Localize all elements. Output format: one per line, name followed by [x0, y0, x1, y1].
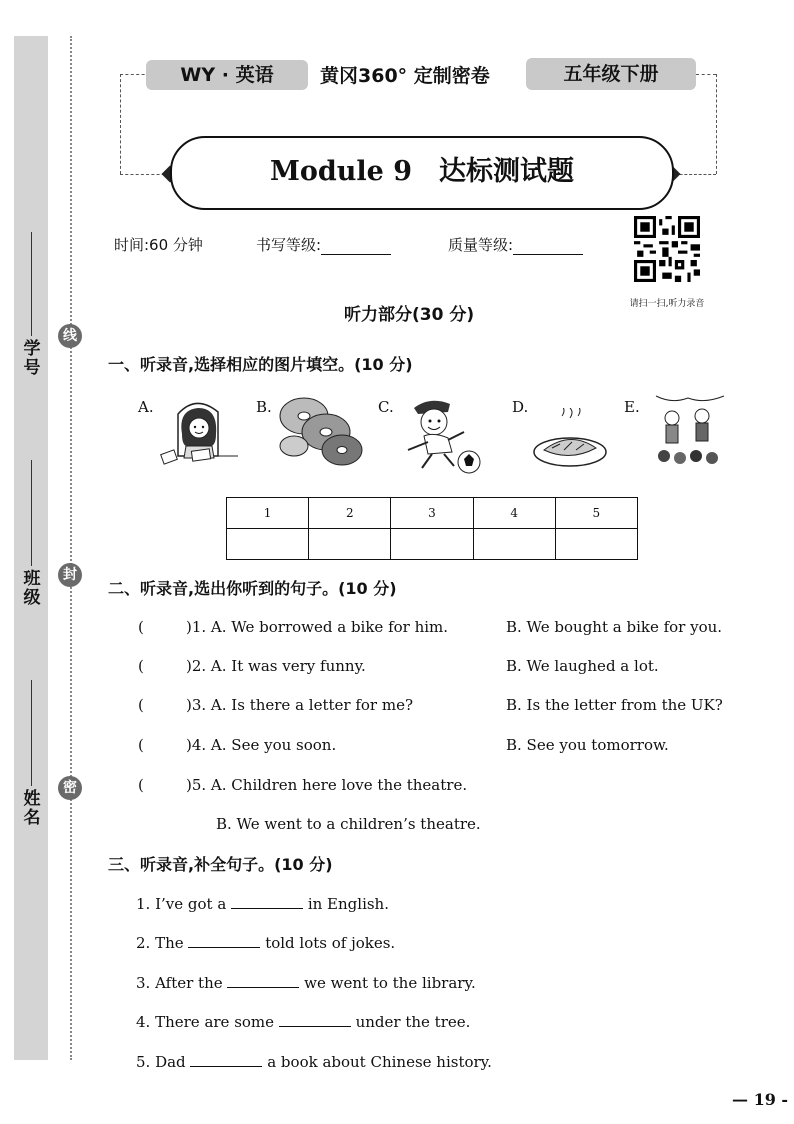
grade-badge: 五年级下册 [526, 58, 696, 90]
answer-table-header-row [227, 498, 638, 529]
qr-caption: 请扫一扫,听力录音 [629, 299, 705, 309]
cds-icon [270, 390, 366, 468]
time-label: 时间:60 分钟 [114, 236, 203, 254]
section3-title: 三、听录音,补全句子。(10 分) [108, 855, 333, 874]
s2-q4-option-a: )4. A. See you soon. [186, 736, 337, 754]
s3-q4-blank[interactable] [279, 1014, 351, 1027]
s3-q3-pre: 3. After the [136, 974, 223, 992]
s3-q2-blank[interactable] [188, 935, 260, 948]
student-no-label: 学号 [23, 339, 41, 378]
s3-q2 [136, 934, 395, 952]
s3-q2-post: told lots of jokes. [265, 934, 396, 952]
girl-reading-icon [156, 394, 242, 466]
class-line [31, 460, 32, 566]
answer-cell-1[interactable] [227, 529, 309, 560]
header-vdash-right [716, 74, 717, 174]
mark-line: 线 [58, 324, 82, 348]
writing-grade-label: 书写等级: [256, 236, 322, 254]
name-line [31, 680, 32, 786]
writing-grade [256, 234, 391, 255]
s3-q4-post: under the tree. [355, 1013, 471, 1031]
answer-cell-3[interactable] [391, 529, 473, 560]
student-no-line [31, 232, 32, 336]
s3-q1-pre: 1. I’ve got a [136, 895, 227, 913]
answer-number-2: 2 [309, 498, 391, 529]
picture-label-b: B. [256, 398, 272, 416]
s2-q4-option-b: B. See you tomorrow. [506, 736, 669, 754]
s3-q3-blank[interactable] [227, 975, 299, 988]
s3-q1 [136, 895, 389, 913]
boy-football-icon [398, 394, 488, 476]
picture-label-d: D. [512, 398, 529, 416]
picture-label-c: C. [378, 398, 394, 416]
answer-number-5: 5 [555, 498, 637, 529]
quality-grade-blank[interactable] [513, 240, 583, 255]
section1-title: 一、听录音,选择相应的图片填空。(10 分) [108, 355, 413, 374]
answer-number-1: 1 [227, 498, 309, 529]
s2-q2-option-b: B. We laughed a lot. [506, 657, 659, 675]
s3-q4 [136, 1013, 470, 1031]
page-number: — 19 - [732, 1090, 789, 1109]
quality-grade [448, 234, 583, 255]
s3-q5-pre: 5. Dad [136, 1053, 186, 1071]
answer-cell-2[interactable] [309, 529, 391, 560]
s2-q2-paren[interactable]: ( [138, 657, 144, 675]
s2-q3-paren[interactable]: ( [138, 696, 144, 714]
header-vdash-left [120, 74, 121, 174]
dish-food-icon [530, 408, 610, 472]
class-label: 班级 [23, 569, 41, 608]
answer-table [226, 497, 638, 560]
s3-q1-blank[interactable] [231, 896, 303, 909]
writing-grade-blank[interactable] [321, 240, 391, 255]
series-title: 黄冈360° 定制密卷 [320, 65, 490, 87]
subject-badge: WY · 英语 [146, 60, 308, 90]
answer-cell-4[interactable] [473, 529, 555, 560]
s2-q4-paren[interactable]: ( [138, 736, 144, 754]
cut-line [70, 36, 72, 1060]
s3-q5-post: a book about Chinese history. [267, 1053, 492, 1071]
s3-q2-pre: 2. The [136, 934, 184, 952]
s2-q2-option-a: )2. A. It was very funny. [186, 657, 366, 675]
answer-number-4: 4 [473, 498, 555, 529]
module-title: Module 9 达标测试题 [170, 136, 674, 210]
s2-q5-option-b: B. We went to a children’s theatre. [216, 815, 481, 833]
theatre-audience-icon [654, 394, 726, 470]
s3-q3-post: we went to the library. [304, 974, 476, 992]
section2-title: 二、听录音,选出你听到的句子。(10 分) [108, 579, 397, 598]
answer-cell-5[interactable] [555, 529, 637, 560]
s2-q1-option-a: )1. A. We borrowed a bike for him. [186, 618, 449, 636]
s2-q5-paren[interactable]: ( [138, 776, 144, 794]
answer-number-3: 3 [391, 498, 473, 529]
listening-title: 听力部分(30 分) [344, 305, 475, 325]
quality-grade-label: 质量等级: [448, 236, 514, 254]
header-dash-right [696, 74, 716, 75]
s3-q5 [136, 1053, 492, 1071]
mark-seal: 封 [58, 563, 82, 587]
s2-q1-option-b: B. We bought a bike for you. [506, 618, 723, 636]
s3-q1-post: in English. [307, 895, 389, 913]
s2-q3-option-b: B. Is the letter from the UK? [506, 696, 723, 714]
qr-code-icon[interactable] [634, 216, 700, 282]
s3-q3 [136, 974, 476, 992]
s2-q1-paren[interactable]: ( [138, 618, 144, 636]
s2-q3-option-a: )3. A. Is there a letter for me? [186, 696, 413, 714]
s3-q5-blank[interactable] [190, 1054, 262, 1067]
s3-q4-pre: 4. There are some [136, 1013, 275, 1031]
mark-secret: 密 [58, 776, 82, 800]
name-label: 姓名 [23, 789, 41, 828]
answer-table-blank-row [227, 529, 638, 560]
picture-label-a: A. [138, 398, 154, 416]
s2-q5-option-a: )5. A. Children here love the theatre. [186, 776, 468, 794]
picture-label-e: E. [624, 398, 640, 416]
